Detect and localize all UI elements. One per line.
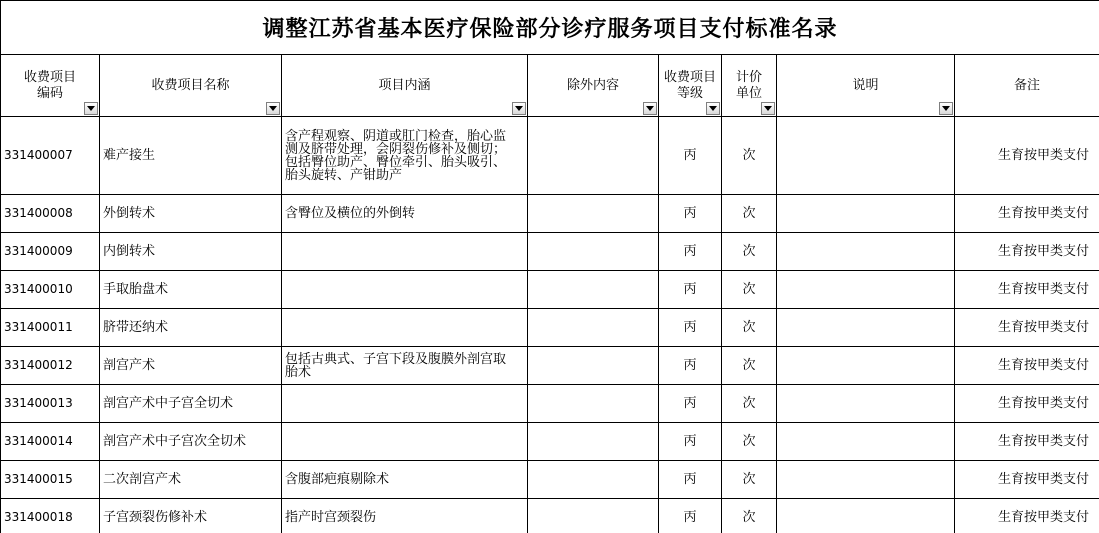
cell-remark[interactable]: 生育按甲类支付: [955, 385, 1099, 423]
cell-exclusion[interactable]: [528, 347, 659, 385]
cell-grade[interactable]: 丙: [659, 347, 722, 385]
cell-unit[interactable]: 次: [722, 461, 777, 499]
dropdown-arrow-icon: [709, 106, 717, 111]
cell-note[interactable]: [777, 385, 955, 423]
cell-exclusion[interactable]: [528, 309, 659, 347]
cell-name[interactable]: 外倒转术: [100, 195, 282, 233]
cell-remark[interactable]: 生育按甲类支付: [955, 423, 1099, 461]
column-header-label: 说明: [852, 77, 879, 93]
column-header-name[interactable]: [100, 55, 282, 117]
cell-note[interactable]: [777, 195, 955, 233]
filter-dropdown-button[interactable]: [512, 102, 526, 115]
cell-content[interactable]: [282, 271, 528, 309]
cell-note[interactable]: [777, 347, 955, 385]
filter-dropdown-button[interactable]: [266, 102, 280, 115]
column-header-remark[interactable]: [955, 55, 1099, 117]
dropdown-arrow-icon: [942, 106, 950, 111]
cell-name[interactable]: 难产接生: [100, 117, 282, 195]
cell-code[interactable]: 331400018: [1, 499, 100, 533]
cell-grade[interactable]: 丙: [659, 271, 722, 309]
cell-note[interactable]: [777, 423, 955, 461]
cell-note[interactable]: [777, 309, 955, 347]
cell-exclusion[interactable]: [528, 461, 659, 499]
dropdown-arrow-icon: [646, 106, 654, 111]
cell-unit[interactable]: 次: [722, 423, 777, 461]
cell-exclusion[interactable]: [528, 385, 659, 423]
cell-grade[interactable]: 丙: [659, 423, 722, 461]
header-row: [1, 55, 1099, 117]
table-row: [1, 347, 1099, 385]
cell-exclusion[interactable]: [528, 423, 659, 461]
cell-remark[interactable]: 生育按甲类支付: [955, 499, 1099, 533]
cell-unit[interactable]: 次: [722, 347, 777, 385]
cell-content[interactable]: [282, 423, 528, 461]
cell-name[interactable]: 手取胎盘术: [100, 271, 282, 309]
column-header-unit[interactable]: [722, 55, 777, 117]
cell-note[interactable]: [777, 461, 955, 499]
table-row: [1, 461, 1099, 499]
table-row: [1, 423, 1099, 461]
cell-unit[interactable]: 次: [722, 195, 777, 233]
cell-unit[interactable]: 次: [722, 385, 777, 423]
cell-name[interactable]: 脐带还纳术: [100, 309, 282, 347]
cell-content[interactable]: [282, 309, 528, 347]
dropdown-arrow-icon: [515, 106, 523, 111]
filter-dropdown-button[interactable]: [939, 102, 953, 115]
cell-name[interactable]: 剖宫产术中子宫全切术: [100, 385, 282, 423]
cell-grade[interactable]: 丙: [659, 195, 722, 233]
cell-grade[interactable]: 丙: [659, 385, 722, 423]
cell-code[interactable]: 331400015: [1, 461, 100, 499]
cell-unit[interactable]: 次: [722, 309, 777, 347]
cell-content[interactable]: 包括古典式、子宫下段及腹膜外剖宫取 胎术: [282, 347, 528, 385]
sheet-title[interactable]: 调整江苏省基本医疗保险部分诊疗服务项目支付标准名录: [1, 1, 1099, 55]
cell-code[interactable]: 331400014: [1, 423, 100, 461]
cell-exclusion[interactable]: [528, 117, 659, 195]
title-row: [1, 1, 1099, 55]
column-header-label: 收费项目 编码: [23, 69, 76, 101]
cell-grade[interactable]: 丙: [659, 117, 722, 195]
cell-exclusion[interactable]: [528, 499, 659, 533]
cell-note[interactable]: [777, 117, 955, 195]
filter-dropdown-button[interactable]: [761, 102, 775, 115]
cell-grade[interactable]: 丙: [659, 499, 722, 533]
table-row: [1, 233, 1099, 271]
cell-exclusion[interactable]: [528, 271, 659, 309]
cell-grade[interactable]: 丙: [659, 309, 722, 347]
column-header-grade[interactable]: [659, 55, 722, 117]
cell-remark[interactable]: 生育按甲类支付: [955, 233, 1099, 271]
cell-code[interactable]: 331400010: [1, 271, 100, 309]
cell-code[interactable]: 331400009: [1, 233, 100, 271]
cell-remark[interactable]: 生育按甲类支付: [955, 271, 1099, 309]
column-header-content[interactable]: [282, 55, 528, 117]
cell-note[interactable]: [777, 499, 955, 533]
cell-remark[interactable]: 生育按甲类支付: [955, 117, 1099, 195]
cell-unit[interactable]: 次: [722, 271, 777, 309]
column-header-label: 收费项目名称: [151, 77, 230, 93]
table-row: [1, 499, 1099, 533]
dropdown-arrow-icon: [87, 106, 95, 111]
table-row: [1, 271, 1099, 309]
column-header-label: 收费项目 等级: [663, 69, 716, 101]
cell-exclusion[interactable]: [528, 233, 659, 271]
dropdown-arrow-icon: [269, 106, 277, 111]
filter-dropdown-button[interactable]: [84, 102, 98, 115]
cell-unit[interactable]: 次: [722, 117, 777, 195]
cell-remark[interactable]: 生育按甲类支付: [955, 347, 1099, 385]
cell-name[interactable]: 内倒转术: [100, 233, 282, 271]
column-header-label: 除外内容: [566, 77, 619, 93]
cell-content[interactable]: 含产程观察、阴道或肛门检查，胎心监 测及脐带处理，会阴裂伤修补及侧切； 包括臀位助产、臀位牵引、胎头吸引、 胎头旋转、产钳助产: [282, 117, 528, 195]
cell-grade[interactable]: 丙: [659, 233, 722, 271]
column-header-label: 备注: [1014, 77, 1041, 93]
cell-note[interactable]: [777, 233, 955, 271]
dropdown-arrow-icon: [764, 106, 772, 111]
cell-code[interactable]: 331400007: [1, 117, 100, 195]
column-header-label: 计价 单位: [735, 69, 762, 101]
cell-note[interactable]: [777, 271, 955, 309]
cell-code[interactable]: 331400011: [1, 309, 100, 347]
cell-remark[interactable]: 生育按甲类支付: [955, 461, 1099, 499]
cell-content[interactable]: 含臀位及横位的外倒转: [282, 195, 528, 233]
cell-content[interactable]: 含腹部疤痕剔除术: [282, 461, 528, 499]
table-row: [1, 195, 1099, 233]
column-header-code[interactable]: [1, 55, 100, 117]
cell-name[interactable]: 剖宫产术: [100, 347, 282, 385]
table-row: [1, 309, 1099, 347]
cell-remark[interactable]: 生育按甲类支付: [955, 195, 1099, 233]
cell-content[interactable]: [282, 233, 528, 271]
filter-dropdown-button[interactable]: [706, 102, 720, 115]
cell-remark[interactable]: 生育按甲类支付: [955, 309, 1099, 347]
table-row: [1, 117, 1099, 195]
cell-code[interactable]: 331400008: [1, 195, 100, 233]
cell-name[interactable]: 子宫颈裂伤修补术: [100, 499, 282, 533]
cell-code[interactable]: 331400013: [1, 385, 100, 423]
cell-unit[interactable]: 次: [722, 233, 777, 271]
cell-content[interactable]: [282, 385, 528, 423]
column-header-note[interactable]: [777, 55, 955, 117]
filter-dropdown-button[interactable]: [643, 102, 657, 115]
column-header-label: 项目内涵: [378, 77, 431, 93]
cell-content[interactable]: 指产时宫颈裂伤: [282, 499, 528, 533]
cell-name[interactable]: 二次剖宫产术: [100, 461, 282, 499]
column-header-exclusion[interactable]: [528, 55, 659, 117]
cell-unit[interactable]: 次: [722, 499, 777, 533]
cell-grade[interactable]: 丙: [659, 461, 722, 499]
cell-name[interactable]: 剖宫产术中子宫次全切术: [100, 423, 282, 461]
cell-exclusion[interactable]: [528, 195, 659, 233]
cell-code[interactable]: 331400012: [1, 347, 100, 385]
table-row: [1, 385, 1099, 423]
